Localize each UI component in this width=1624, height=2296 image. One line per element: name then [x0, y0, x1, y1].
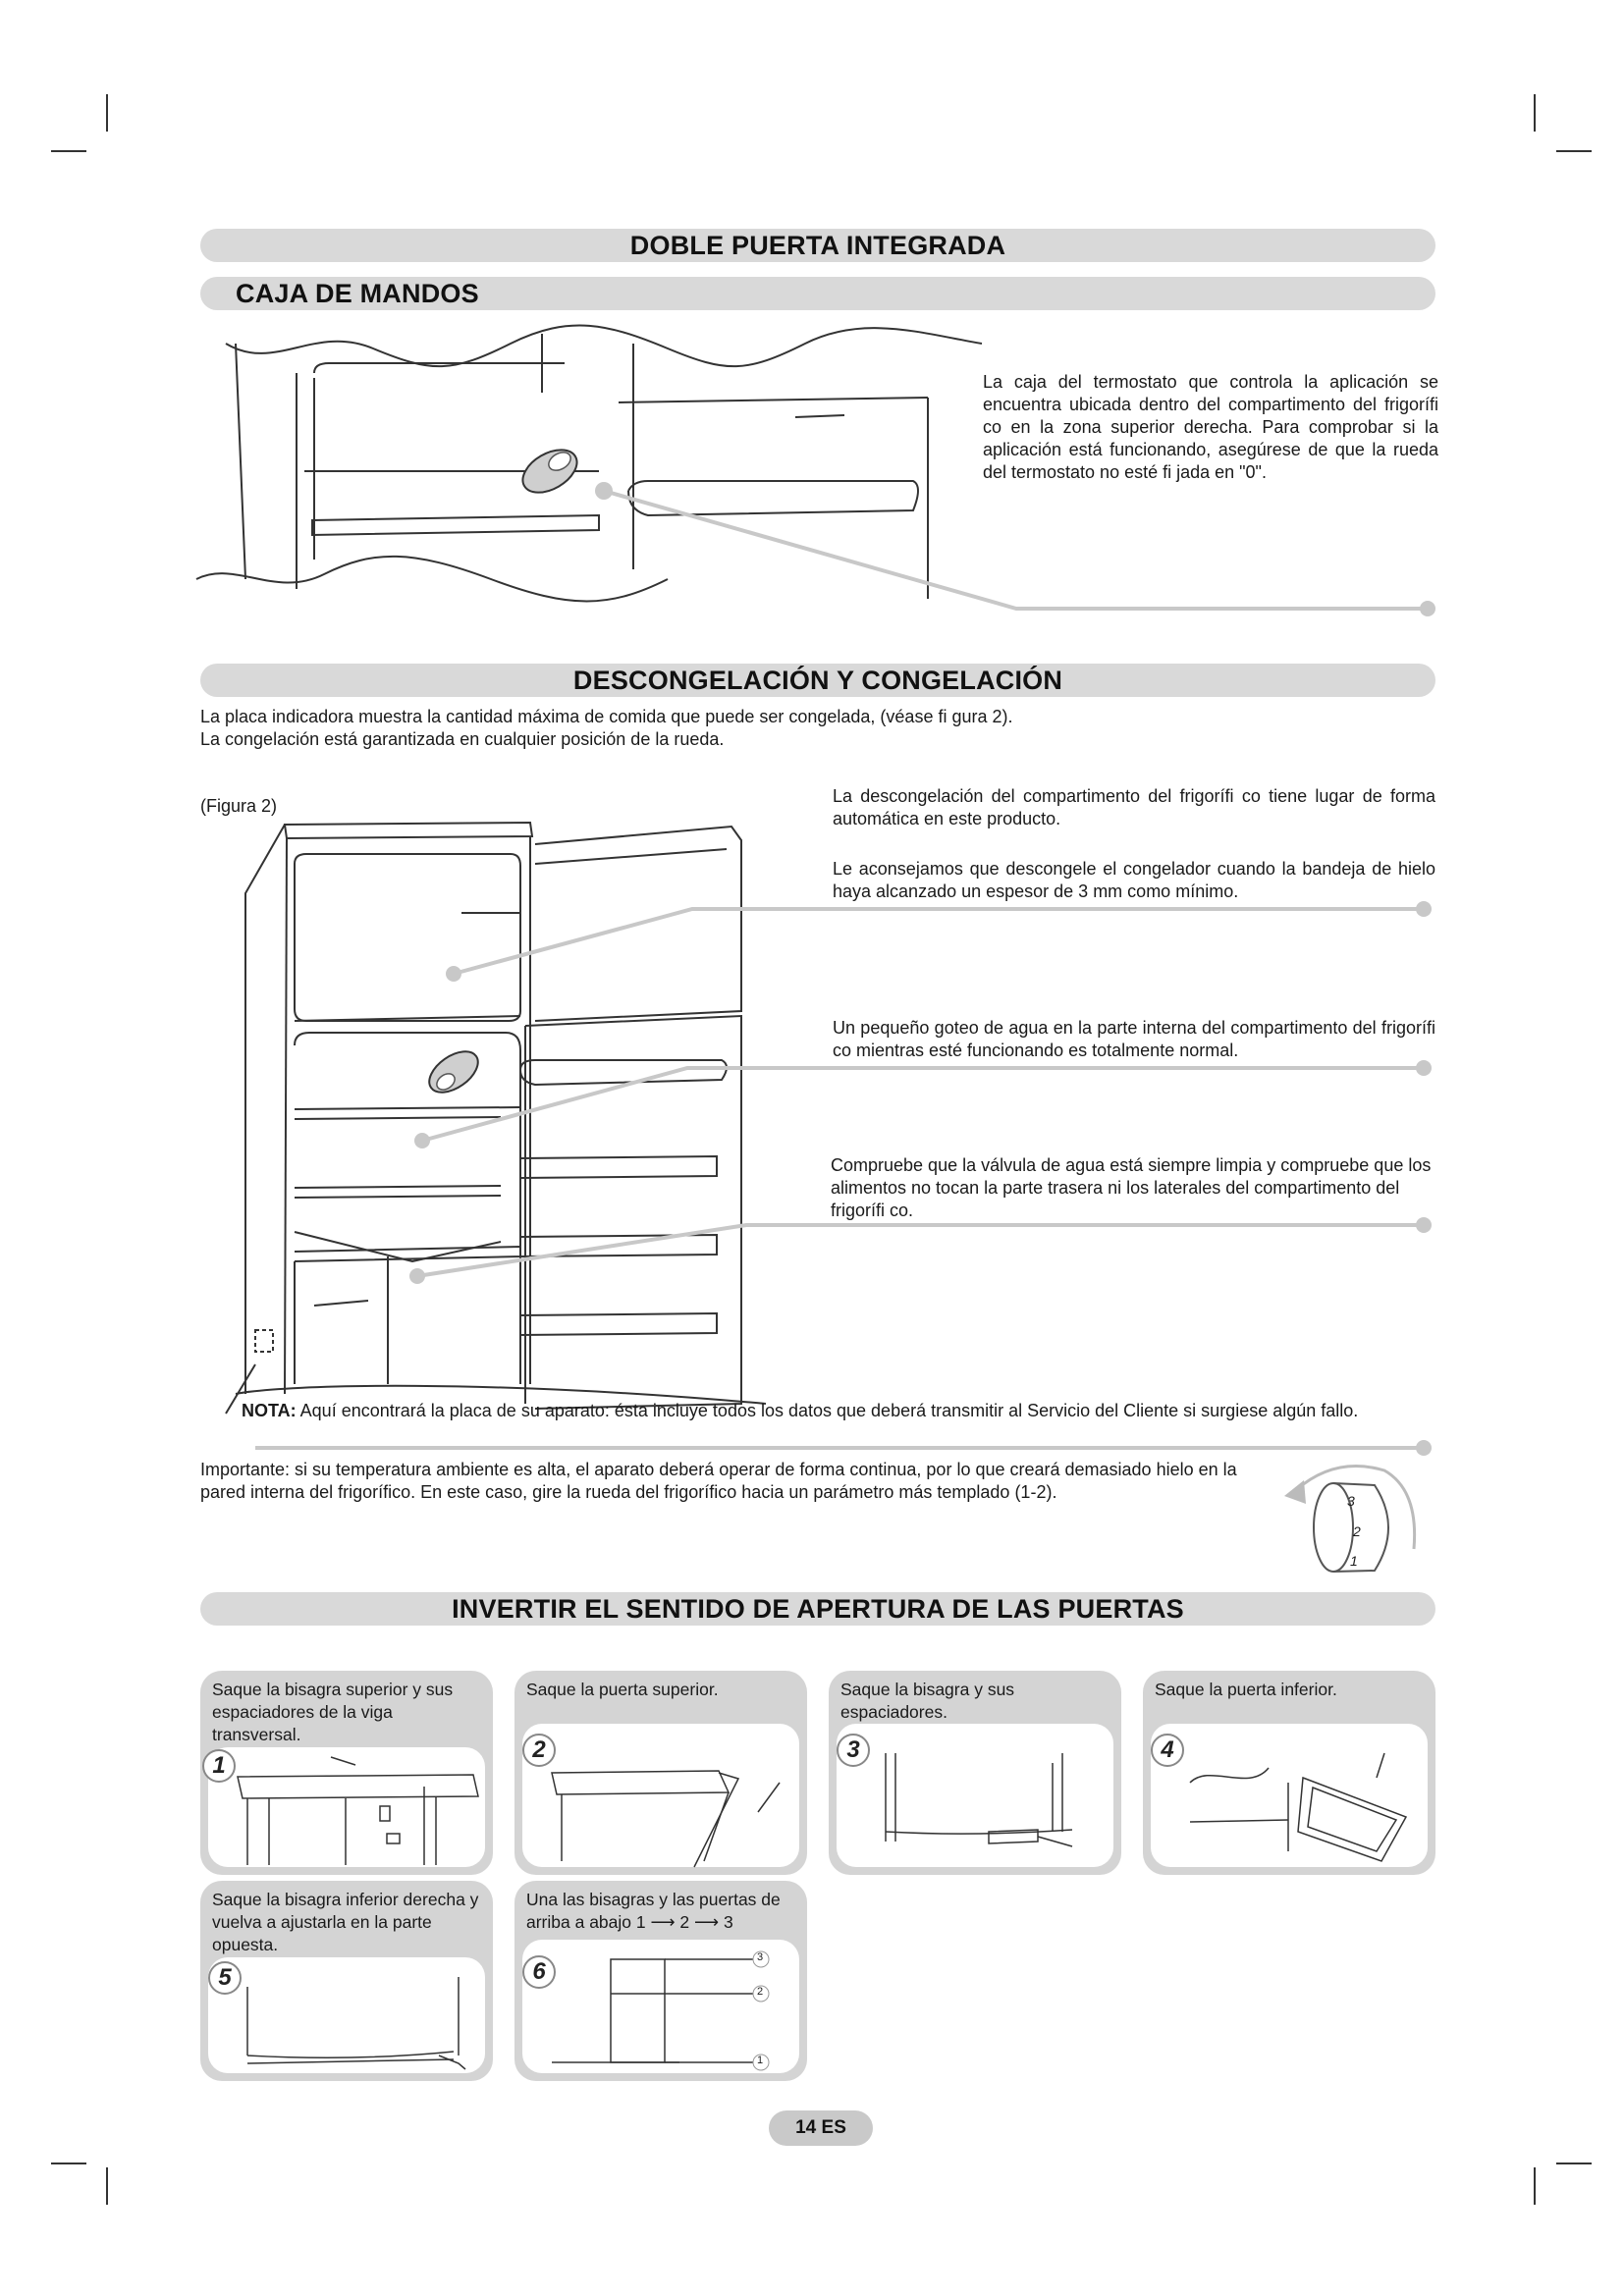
importante-text: Importante: si su temperatura ambiente es alta, el aparato deberá operar de forma continua, por lo que creará demasiado hielo en la pared interna del frigorífico. En este caso, gire la rueda del frigorífico hacia un parámetro más templado (1-2). — [200, 1460, 1237, 1502]
step-card-5 — [200, 1881, 493, 2081]
page-number: 14 ES — [769, 2110, 873, 2146]
nota-body: Aquí encontrará la placa de su aparato: ésta incluye todos los datos que deberá transmitir al Servicio del Cliente si surgiese algún fallo. — [296, 1401, 1359, 1420]
step-3-text: Saque la bisagra y sus espaciadores. — [840, 1680, 1015, 1722]
step-1-number: 1 — [202, 1749, 236, 1783]
invertir-banner: INVERTIR EL SENTIDO DE APERTURA DE LAS PUERTAS — [200, 1592, 1435, 1626]
step-2-drawing — [522, 1724, 799, 1867]
step-6-label-1: 1 — [757, 2055, 764, 2066]
descong-intro-2: La congelación está garantizada en cualquier posición de la rueda. — [200, 729, 725, 749]
step-6-image — [522, 1940, 799, 2073]
step-6-text: Una las bisagras y las puertas de arriba a abajo 1 ⟶ 2 ⟶ 3 — [526, 1890, 781, 1932]
thermostat-dial — [1257, 1451, 1424, 1588]
step-6-number: 6 — [522, 1955, 556, 1989]
crop-mark — [1534, 94, 1536, 132]
step-2-number: 2 — [522, 1734, 556, 1767]
step-5-text: Saque la bisagra inferior derecha y vuelva a ajustarla en la parte opuesta. — [212, 1890, 479, 1954]
caja-de-mandos-banner: CAJA DE MANDOS — [200, 277, 1435, 310]
step-2-text: Saque la puerta superior. — [526, 1680, 719, 1699]
step-5-number: 5 — [208, 1961, 242, 1995]
step-1-drawing — [208, 1747, 485, 1867]
main-title-banner: DOBLE PUERTA INTEGRADA — [200, 229, 1435, 262]
fridge-illustration — [196, 815, 1443, 1423]
descong-note-2: Le aconsejamos que descongele el congelador cuando la bandeja de hielo haya alcanzado un espesor de 3 mm como mínimo. — [833, 859, 1435, 901]
step-1-text: Saque la bisagra superior y sus espaciadores de la viga transversal. — [212, 1680, 454, 1744]
step-card-4 — [1143, 1671, 1435, 1875]
step-5-drawing — [208, 1957, 485, 2073]
step-3-number: 3 — [837, 1734, 870, 1767]
crop-mark — [1534, 2167, 1536, 2205]
descong-note-4: Compruebe que la válvula de agua está siempre limpia y compruebe que los alimentos no tocan la parte trasera ni los laterales del compartimento del frigorífi co. — [831, 1155, 1432, 1220]
step-card-3 — [829, 1671, 1121, 1875]
step-1-image — [208, 1747, 485, 1867]
step-6-label-3: 3 — [757, 1951, 764, 1963]
crop-mark — [1556, 2163, 1592, 2164]
step-card-2 — [514, 1671, 807, 1875]
step-5-image — [208, 1957, 485, 2073]
step-4-number: 4 — [1151, 1734, 1184, 1767]
nota-text — [242, 1400, 1437, 1422]
step-6-label-2: 2 — [757, 1986, 764, 1998]
step-3-drawing — [837, 1724, 1113, 1867]
crop-mark — [51, 150, 86, 152]
step-card-6 — [514, 1881, 807, 2081]
crop-mark — [51, 2163, 86, 2164]
descong-note-3: Un pequeño goteo de agua en la parte interna del compartimento del frigorífi co mientras esté funcionando es totalmente normal. — [833, 1018, 1435, 1060]
step-4-image — [1151, 1724, 1428, 1867]
dial-label-2: 2 — [1353, 1523, 1361, 1539]
figure-label: (Figura 2) — [200, 796, 278, 816]
crop-mark — [106, 94, 108, 132]
step-2-image — [522, 1724, 799, 1867]
descong-intro-1: La placa indicadora muestra la cantidad máxima de comida que puede ser congelada, (véase fi gura 2). — [200, 707, 1013, 726]
dial-label-3: 3 — [1347, 1493, 1355, 1509]
descong-note-1: La descongelación del compartimento del frigorífi co tiene lugar de forma automática en este producto. — [833, 786, 1435, 828]
nota-label: NOTA: — [242, 1401, 297, 1420]
caja-description: La caja del termostato que controla la aplicación se encuentra ubicada dentro del compartimento del frigorífi co en la zona superior derecha. Para comprobar si la aplicación está funcionando, asegúrese de que la rueda del termostato no esté fi jada en "0". — [983, 372, 1438, 482]
crop-mark — [106, 2167, 108, 2205]
step-4-drawing — [1151, 1724, 1428, 1867]
crop-mark — [1556, 150, 1592, 152]
descongelacion-banner: DESCONGELACIÓN Y CONGELACIÓN — [200, 664, 1435, 697]
dial-label-1: 1 — [1350, 1553, 1358, 1569]
step-card-1 — [200, 1671, 493, 1875]
step-4-text: Saque la puerta inferior. — [1155, 1680, 1337, 1699]
step-3-image — [837, 1724, 1113, 1867]
